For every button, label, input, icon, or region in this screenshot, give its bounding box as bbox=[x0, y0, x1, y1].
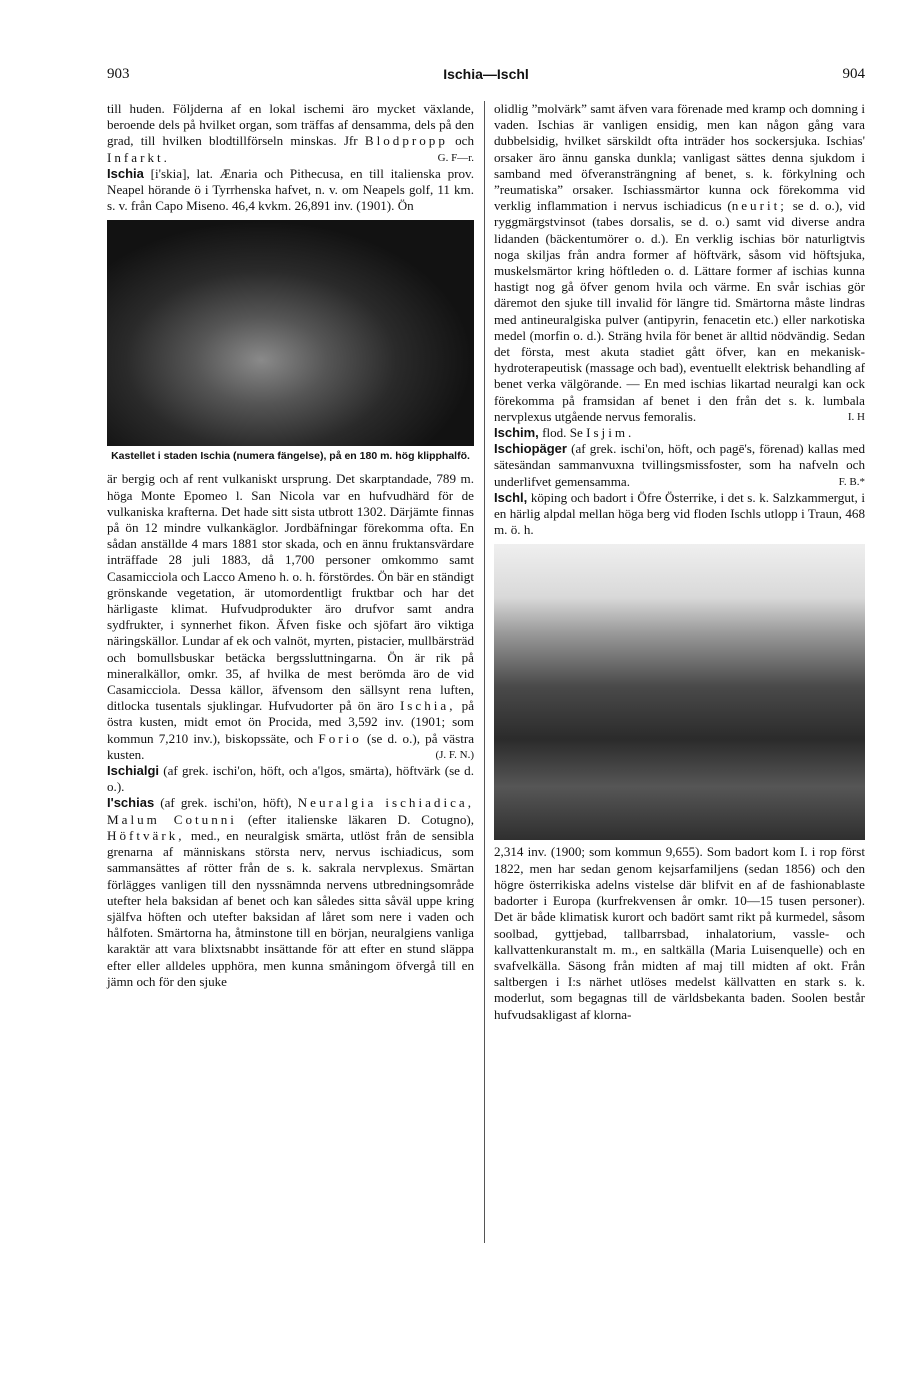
ref-isjim: Isjim. bbox=[586, 425, 635, 441]
figure-kastellet-photo bbox=[107, 220, 474, 446]
entry-ischialgi bbox=[107, 763, 474, 795]
ref-and: och bbox=[455, 133, 474, 149]
ischias-text-1: (af grek. ischi'on, höft), bbox=[160, 795, 292, 811]
ischemi-text: till huden. Följderna af en lokal ischemi äro mycket växlande, beroende dels på hvilket organ, som träffas af densamma, dels på den grad, till hvilken blodtillförseln minskas. Jfr bbox=[107, 101, 474, 149]
ischemi-paragraph bbox=[107, 101, 474, 166]
ischl-text: köping och badort i Öfre Österrike, i det s. k. Salzkammergut, i en härlig alpdal mellan höga berg vid floden Ischls utlopp i Traun, 468 m. ö. h. bbox=[494, 489, 865, 538]
ischias-text-2: (efter italienske läkaren D. Cotugno), bbox=[247, 811, 475, 827]
page-number-right: 904 bbox=[842, 66, 865, 82]
entry-ischia bbox=[107, 166, 474, 215]
page-number-left: 903 bbox=[107, 66, 130, 82]
headword-ischim: Ischim, bbox=[494, 425, 539, 441]
headword-ischialgi: Ischialgi bbox=[107, 763, 160, 779]
headword-ischias: I'schias bbox=[107, 795, 155, 811]
ref-blodpropp: Blodpropp bbox=[364, 133, 448, 149]
entry-ischl bbox=[494, 490, 865, 539]
ischia-cont-text-2: på östra kusten, midt emot ön Procida, med 3,592 inv. (1901; som kommun 7,210 inv.), biskopssäte, och bbox=[107, 698, 475, 746]
headword-ischia: Ischia bbox=[107, 165, 144, 181]
ischias-cont-text: olidlig ”molvärk” samt äfven vara förenade med kramp och domning i vaden. Ischias är vanligen ensidig, men kan någon gång vara dubbelsidig, hvilket särskildt ofta inträder hos sockersjuka. Ischias' orsaker äro ännu ganska dunkla; vanligast sättes denna sjukdom i samband med öfveransträngning af benet, s. k. förkylning och ”reumatiska” orsaker. Ischiassmärtor kunna ock förekomma vid verklig inflammation i nervus ischiadicus ( bbox=[494, 101, 865, 214]
entry-ischias bbox=[107, 795, 474, 989]
ref-forio: Forio bbox=[318, 730, 362, 746]
ref-neurit: neurit; bbox=[731, 198, 787, 214]
entry-ischim bbox=[494, 425, 865, 441]
ischiopager-text: (af grek. ischi'on, höft, och pagē's, förenad) kallas med sätesändan sammanvuxna tvillingsmissfoster, som ha nafveln och underlifvet gemensamma. bbox=[494, 441, 865, 489]
ref-infarkt: Infarkt. bbox=[107, 149, 170, 165]
entry-ischl-cont bbox=[494, 844, 865, 1022]
ischias-text-3: med., en neuralgisk smärta, utlöst från de sensibla grenarna af människans största nerv, nervus ischiadicus, som sammansättes af rötter från de s. k. sakrala nervplexus. Smärtan förlägges vanligen till den nyssnämnda nervens utbredningsområde utefter hela baksidan af benet och kan således sitta såväl uppe kring själfva höften och utefter baksidan af låret som nere i vaden och hålfoten. Smärtorna ha, åtminstone till en början, neuralgiens vanliga karaktär att vara blixtsnabbt insättande för att efter en stund släppa efter eller alldeles upphöra, men kunna småningom öfvergå till en jämn och för den sjuke bbox=[107, 827, 474, 989]
ischias-cont-text-2: se d. o.), vid ryggmärgstvinsot (tabes dorsalis, se d. o.) samt vid diverse andra lidanden (bäckentumörer o. d.). En verklig ischias bör naturligtvis noga skiljas från andra former af höftvärk, såsom vid höftsjuka, muskelsmärtor kring höftleden o. d. Lättare former af ischias kunna hastigt nog gå öfver genom hvila och värme. En svår ischias gör däremot den sjuke till invalid för längre tid. Smärtorna måste lindras med antineuralgiska pulver (antipyrin, fenacetin etc.) eller narkotiska medel (morfin o. d.). Sträng hvila för benet är alltid nödvändig. Sedan det första, mest akuta stadiet gått öfver, kan en mekanisk-hydroterapeutisk (massage och bad), eventuellt elektrisk behandling af benet verka välgörande. — En med ischias likartad neuralgi kan ock förekomma på framsidan af benet i den från det s. k. lumbala nervplexus utgående nervus femoralis. bbox=[494, 198, 865, 424]
entry-ischiopager bbox=[494, 441, 865, 490]
running-title: Ischia—Ischl bbox=[443, 66, 529, 82]
signature-ih: I. H bbox=[847, 410, 865, 423]
signature-gfr: G. F—r. bbox=[437, 151, 474, 164]
ref-hoftvark: Höftvärk, bbox=[107, 827, 185, 843]
ischia-cont-text: är bergig och af rent vulkaniskt ursprung. Det skarptandade, 789 m. höga Monte Epomeo l. San Nicola var en hufvudhärd för de vulkaniska krafterna. Det hade sitt sista utbrott 1302. Därjämte finnas på ön 12 mindre vulkankäglor. Jordbäfningar förekomma ofta. En sådan anställde 4 mars 1881 stor skada, och en ännu fruktansvärdare inträffade 28 juli 1883, då 1,700 personer omkommo samt Casamicciola och Lacco Ameno h. o. h. förstördes. Ön bär en ständigt grönskande vegetation, är utomordentligt fruktbar och har det härligaste klimat. Hufvudprodukter äro drufvor samt andra sydfrukter, i synnerhet fikon. Äfven fiske och sjöfart äro viktiga näringskällor. Lundar af ek och valnöt, myrten, pistacier, mullbärsträd och bomullsbuskar betäcka bergssluttningarna. Ön är rik på mineralkällor, omkr. 35, af hvilka de mest berömda äro de vid Casamicciola. Dessa källor, äfvensom den sällsynt rena luften, ditlocka tusentals sjuklingar. Hufvudorter på ön äro bbox=[107, 471, 474, 714]
figure-caption-kastellet: Kastellet i staden Ischia (numera fängelse), på en 180 m. hög klipphalfö. bbox=[111, 450, 470, 463]
signature-jfn: (J. F. N.) bbox=[435, 748, 474, 761]
ischia-cont-text-3: (se d. o.), på västra kusten. bbox=[107, 730, 475, 762]
headword-ischiopager: Ischiopäger bbox=[494, 441, 567, 457]
ischia-text: [i'skia], lat. Ænaria och Pithecusa, en till italienska prov. Neapel hörande ö i Tyrrhenska hafvet, n. v. om Neapels golf, 11 km. s. v. från Capo Miseno. 46,4 kvkm. 26,891 inv. (1901). Ön bbox=[107, 165, 474, 214]
entry-ischias-cont bbox=[494, 101, 865, 425]
ischialgi-text: (af grek. ischi'on, höft, och a'lgos, smärta), höftvärk (se d. o.). bbox=[107, 763, 475, 795]
ref-ischia: Ischia, bbox=[399, 698, 456, 714]
signature-fb: F. B.* bbox=[838, 475, 865, 488]
entry-ischia-cont bbox=[107, 471, 474, 763]
figure-ischl-landscape-photo bbox=[494, 544, 865, 840]
right-column bbox=[494, 101, 865, 1023]
left-column bbox=[107, 101, 474, 990]
headword-ischl: Ischl, bbox=[494, 489, 528, 505]
ischim-text: flod. Se bbox=[542, 425, 583, 441]
page-header bbox=[107, 66, 865, 86]
ischl-cont-text: 2,314 inv. (1900; som kommun 9,655). Som badort kom I. i rop först 1822, men har sedan genom kejsarfamiljens (sedan 1856) och den högre österrikiska adelns vistelse där blifvit en af de fashionablaste badorter i Europa (kurfrekvensen år omkr. 10—15 tusen personer). Det är både klimatisk kurort och badört samt rikt på kurmedel, såsom soolbad, gyttjebad, tallbarrsbad, inhalatorium, vassle- och kallvattenkuranstalt m. m., en saltkälla (Maria Luisenquelle) och en svafvelkälla. Säsong från midten af maj till midten af okt. Från saltbergen i I:s närhet utlöses medelst källvatten en stark s. k. moderlut, som begagnas till de världsbekanta baden. Soolen består hufvudsakligast af klorna- bbox=[494, 844, 865, 1022]
column-divider bbox=[484, 101, 485, 1243]
ref-neuralgia: Neuralgia ischiadica, Malum Cotunni bbox=[107, 795, 474, 827]
